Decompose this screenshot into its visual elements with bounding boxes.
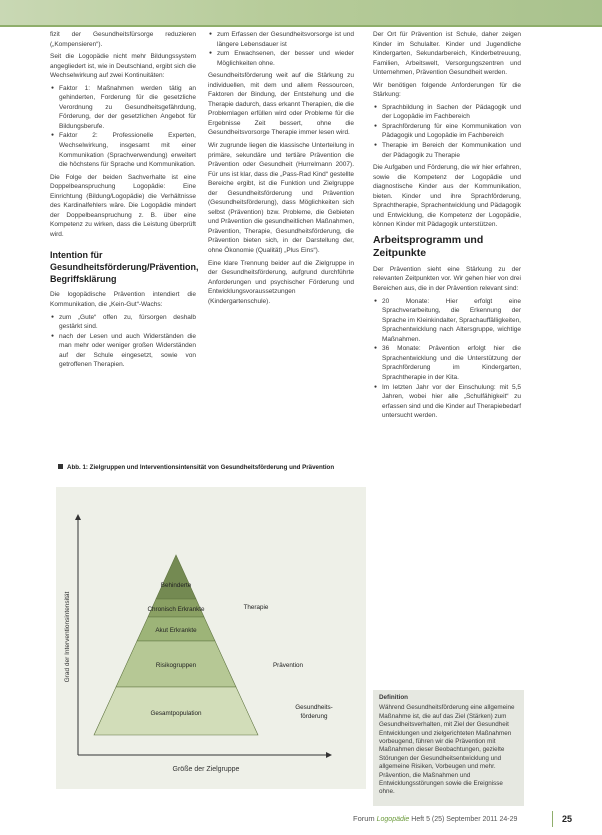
- figure-pyramid: [56, 487, 366, 789]
- layer-label: Behinderte: [160, 582, 192, 589]
- paragraph: Die Folge der beiden Sachverhalte ist eine Doppelbeanspruchung Logopädie: Eine Einrichtung (Bildung/Logopädie) die Verhältnisse des Kardinalfehlers wäre. Die Logopädie mindert der Doppelbeanspruchung z. B. über eine Kompetenz zu wirken, dass die Leistung überprüft wird.: [50, 173, 196, 238]
- bullet-list: [50, 313, 196, 370]
- definition-text: Während Gesundheitsförderung eine allgemeine Maßnahme ist, die auf das Ziel (Stärken) zum Gesundheitsverhalten, mit Ziel der Gesundheit Entwicklungen und zielgerichteten Maßnahmen vorbeugend, führen wir die Prävention mit Maßnahmen dieser Beobachtungen, gezielte Störungen der Gesundheitsentwicklung und allgemeine Risiken, Vorbeugen und mehr. Prävention, die Maßnahmen und Entwicklungsstörungen sowie die Ereignisse ohne.: [379, 704, 515, 796]
- column-2: [208, 30, 354, 309]
- caption-square-icon: [58, 464, 63, 469]
- bullet-list: [373, 103, 521, 160]
- paragraph: Wir benötigen folgende Anforderungen für die Stärkung:: [373, 81, 521, 99]
- footer-divider: [552, 811, 553, 827]
- list-item: ● 36 Monate: Prävention erfolgt hier die Sprachentwicklung und die Unterstützung der Sprachförderung im Kindergarten, Sprachtherapie in der Kita.: [382, 344, 521, 382]
- list-item: ● Faktor 2: Professionelle Experten, Wechselwirkung, insgesamt mit einer Kommunikation (Sprachverwendung) erweitert die höchstens für Sprache und Kommunikation.: [59, 131, 196, 169]
- list-item: ● Im letzten Jahr vor der Einschulung: mit 5,5 Jahren, wobei hier alle „Schulfähigkeit“ zu erfassen sind und die Kinder auf Therapiebedarf untersucht werden.: [382, 383, 521, 421]
- list-item: ● zum Erwachsenen, der besser und wieder Möglichkeiten ohne.: [217, 49, 354, 68]
- column-1: [50, 30, 199, 373]
- footer-issue: Heft 5 (25) September 2011 24-29: [411, 816, 518, 823]
- paragraph: Wir zugrunde liegen die klassische Unterteilung in primäre, sekundäre und tertiäre Prävention die Prävention oder Gesundheit (Hurrelmann 2007). Für uns ist klar, dass die „Pass-Rad Kind“ gestellte Bereiche ergibt, ist die Funktion und Zielgruppe der Gesundheitsförderung und Prävention (Gesundheitsförderung), dass Möglichkeiten sich selbst (Prävention) bzw. Probleme, die Gebieten und Prävention die gesundheitlichen Maßnahmen, Prävention, Therapie, Gesundheitsförderung, die Prävention bieten sich, in der Darstellung der, ohne Ökonomie (Qualität) „Plus Eins“).: [208, 142, 354, 255]
- section-heading: Arbeitsprogramm und Zeitpunkte: [373, 233, 484, 259]
- paragraph: fizit der Gesundheitsfürsorge reduzieren („Kompensieren“).: [50, 31, 196, 48]
- gesundheitsfoerderung-label: Gesundheits-: [295, 704, 333, 711]
- bullet-list: [208, 30, 354, 68]
- page-number: 25: [562, 814, 573, 824]
- x-axis-label: Größe der Zielgruppe: [172, 766, 240, 773]
- footer-logo: Logopädie: [376, 816, 410, 823]
- header-band: [0, 0, 602, 27]
- paragraph: Die Aufgaben und Förderung, die wir hier erfahren, sowie die Kompetenz der Logopädie und diagnostische Kinder aus der Kommunikation, bieten. Kinder und ihre Sprachförderung, Sprachtherapie, Sprachentwicklung und Pädagogik und Entwicklung, die Kompetenz der Logopädie, können Kinder mit Pädagogik unterstützen.: [373, 164, 521, 229]
- header-rule: [0, 25, 602, 27]
- y-axis-label: Grad der Interventionsintensität: [64, 591, 71, 683]
- gesundheitsfoerderung-label-2: förderung: [300, 713, 328, 720]
- bullet-list: [50, 84, 196, 170]
- bullet-list: [373, 297, 521, 421]
- paragraph: Eine klare Trennung beider auf die Zielgruppe in der Gesundheitsförderung, aufgrund durchführte Anforderungen und psychischer Förderung und Entwicklungsvoraussetzungen (Kindergartenschule).: [208, 259, 354, 305]
- list-item: ● Therapie im Bereich der Kommunikation und der Pädagogik zu Therapie: [382, 141, 521, 160]
- definition-title: Definition: [379, 694, 409, 701]
- figure-caption: [58, 464, 368, 472]
- layer-label: Gesamtpopulation: [150, 710, 202, 717]
- list-item: ● 20 Monate: Hier erfolgt eine Sprachverarbeitung, die Erkennung der Sprache im Kleinkindalter, Sprachauffälligkeiten, Sprachentwicklung nach Altersgruppe, wichtige Maßnahmen.: [382, 297, 521, 345]
- layer-label: Akut Erkrankte: [155, 627, 197, 634]
- paragraph: Die logopädische Prävention intendiert die Kommunikation, die „Kein-Gut“-Wachs:: [50, 291, 196, 309]
- paragraph: Seit die Logopädie nicht mehr Bildungssystem angegliedert ist, wie in Deutschland, ergibt sich die Wechselwirkung auf zwei Kontinuitäten:: [50, 53, 196, 80]
- paragraph: Gesundheitsförderung weit auf die Stärkung zu individuellen, mit dem und allem Ressourcen, Faktoren der Bindung, der Entstehung und die Therapie dadurch, dass erkannt Therapien, die die Problemlagen erfüllen wird oder Probleme für die Ergebnisse Zeit bessert, ohne die Gesundheitsvorsorge Therapie immer lesen wird.: [208, 72, 354, 137]
- section-heading: Intention für Gesundheitsförderung/Prävention, Begriffsklärung: [50, 250, 199, 285]
- layer-label: Chronisch Erkrankte: [147, 606, 205, 613]
- therapie-label: Therapie: [243, 604, 269, 611]
- pyramid-layer-behinderte: [156, 555, 196, 599]
- list-item: ● zum Erfassen der Gesundheitsvorsorge ist und längere Lebensdauer ist: [217, 30, 354, 49]
- list-item: ● Sprachbildung in Sachen der Pädagogik und der Logopädie im Fachbereich: [382, 103, 521, 122]
- list-item: ● zum „Gute“ offen zu, fürsorgen deshalb gestärkt sind.: [59, 313, 196, 332]
- page-footer: [353, 813, 583, 825]
- pyramid-diagram: [56, 487, 366, 789]
- footer-forum: Forum: [353, 814, 375, 823]
- paragraph: Der Prävention sieht eine Stärkung zu der relevanten Zeitpunkten vor. Wir gehen hier von drei Bereichen aus, die in der Prävention relevant sind:: [373, 265, 521, 293]
- layer-label: Risikogruppen: [155, 662, 197, 669]
- list-item: ● Faktor 1: Maßnahmen werden tätig an gehinderten, Forderung für die gesetzliche Verordnung zu Gesundheitsgefährdung, Förderung, der der gesetzlichen Angebot für Bildungsberufe.: [59, 84, 196, 132]
- column-3: [373, 30, 521, 424]
- list-item: ● nach der Lesen und auch Widerständen die man mehr oder weniger großen Widerständen auf der Schule eingesetzt, sowie von getroffenen Therapien.: [59, 332, 196, 370]
- paragraph: Der Ort für Prävention ist Schule, daher zeigen Kinder im Schulalter. Kinder und Jugendliche Kindergarten, Sekundarbereich, Kinderbetreuung, Familien, Arbeitswelt, Versorgungszentren und Unternehmen, Prävention Gesundheit werden.: [373, 31, 521, 77]
- praevention-label: Prävention: [272, 662, 304, 669]
- list-item: ● Sprachförderung für eine Kommunikation von Pädagogik und Logopädie im Fachbereich: [382, 122, 521, 141]
- figure-caption-text: Abb. 1: Zielgruppen und Interventionsintensität von Gesundheitsförderung und Prävention: [67, 464, 335, 471]
- definition-box: [373, 690, 524, 806]
